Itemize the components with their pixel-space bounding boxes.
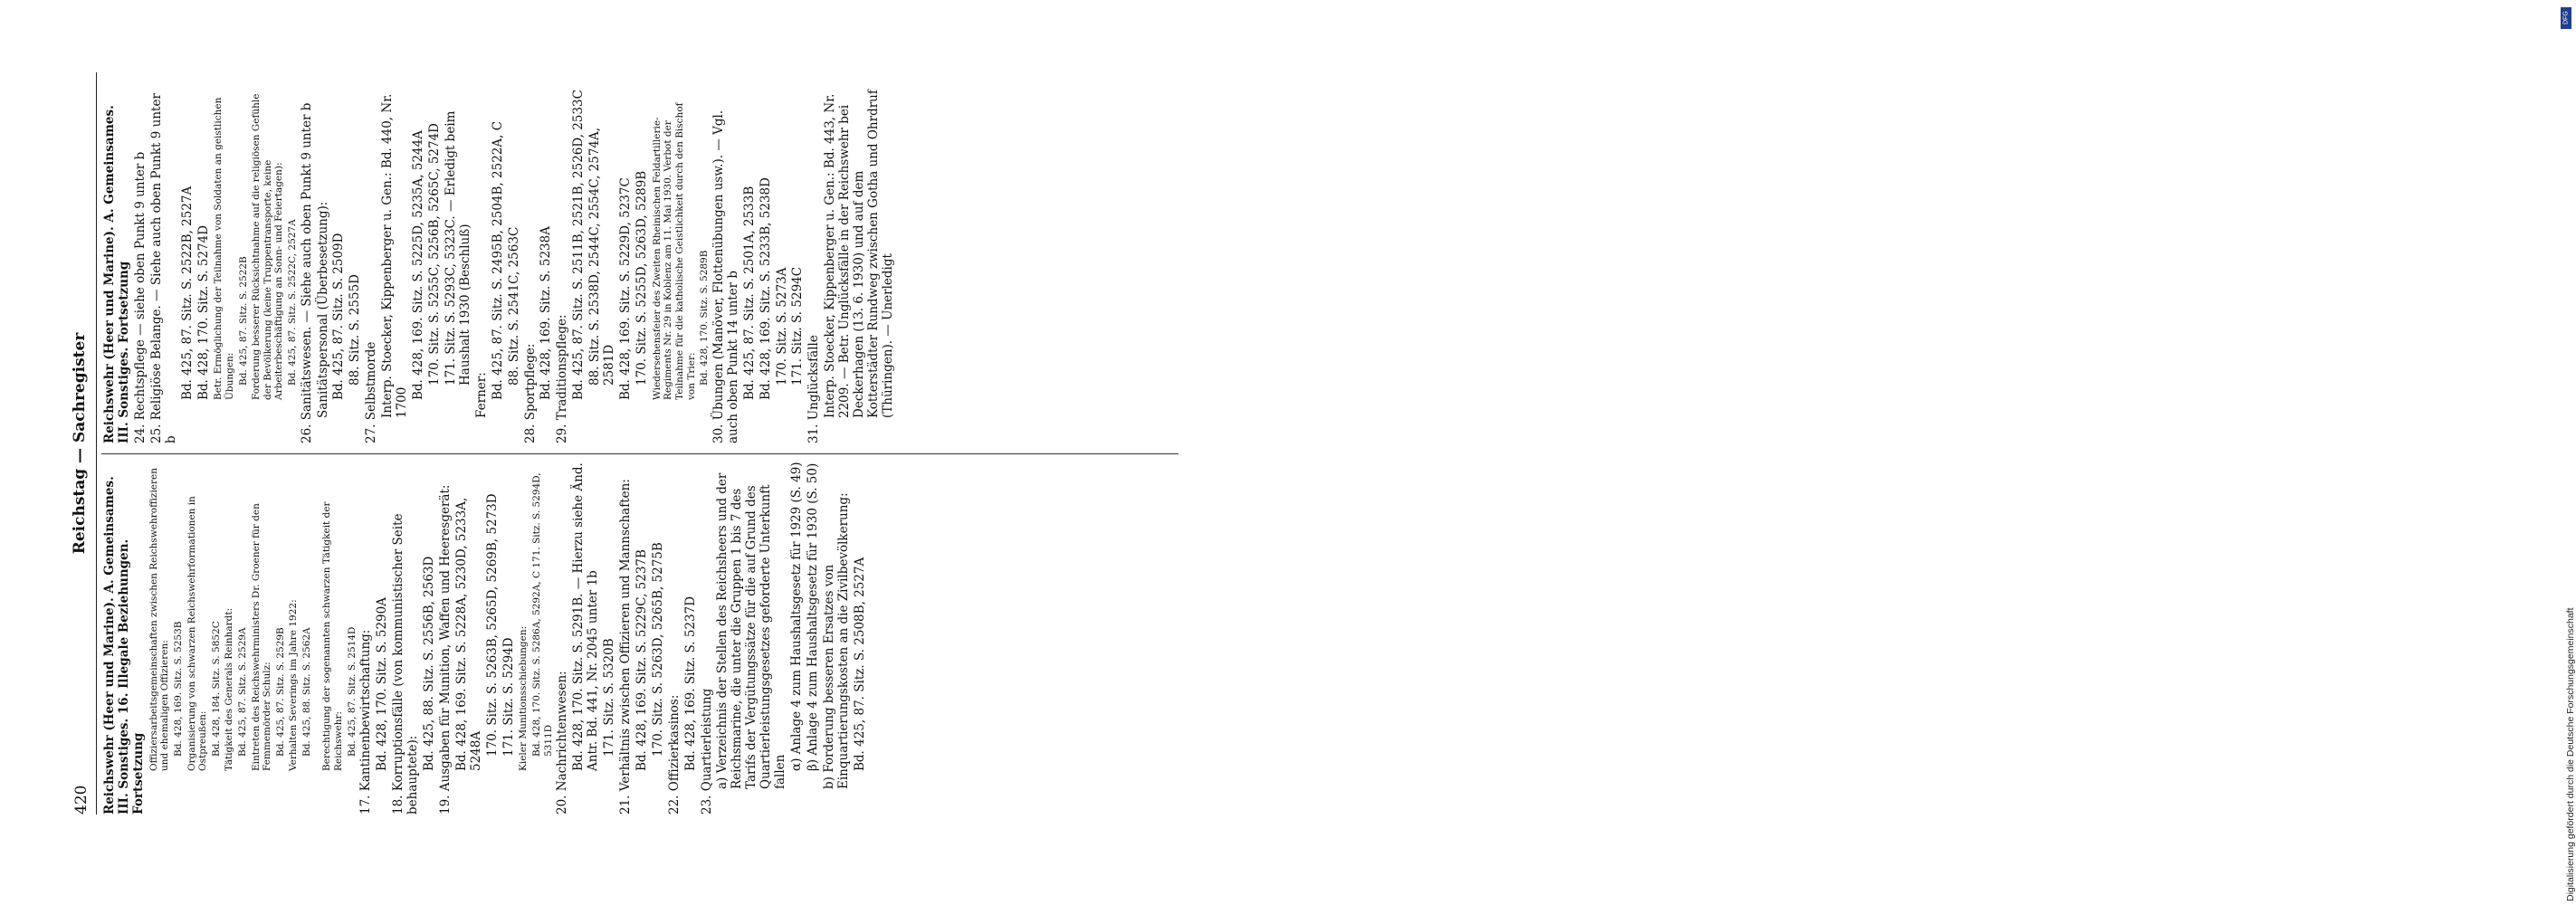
index-entry: Kieler Munitionsschiebungen: xyxy=(518,625,530,771)
index-entry: Bd. 428, 169. Sitz. S. 5225D, 5235A, 5244A xyxy=(411,130,426,400)
index-entry: 171. Sitz. S. 5294C xyxy=(790,266,806,386)
index-entry: Bd. 425, 87. Sitz. S. 2522B xyxy=(237,256,249,386)
index-entry: Sanitätspersonal (Überbesetzung): xyxy=(315,201,330,418)
index-entry: Bd. 425, 87. Sitz. S. 2514D xyxy=(346,626,358,757)
index-entry: 170. Sitz. S. 5255C, 5256B, 5265C, 5274D xyxy=(426,123,442,386)
index-entry: Bd. 428, 169. Sitz. S. 5237D xyxy=(682,595,698,771)
index-entry: Bd. 428, 170. Sitz. S. 5289B xyxy=(699,250,711,386)
left-column xyxy=(103,457,870,814)
index-entry: 25. Religiöse Belange. — Siehe auch oben Punkt 9 unter b xyxy=(148,93,178,443)
spacer xyxy=(314,457,321,814)
index-entry: Bd. 428, 169. Sitz. S. 5229C, 5237B xyxy=(634,549,649,771)
index-entry: Bd. 428, 170. Sitz. S. 5290A xyxy=(375,597,390,771)
index-entry: Tätigkeit des Generals Reinhardt: xyxy=(224,607,235,771)
index-entry: Organisierung von schwarzen Reichswehrformationen in Ostpreußen: xyxy=(186,496,209,771)
index-entry: Bd. 425, 87. Sitz. S. 2508B, 2527A xyxy=(852,557,867,771)
index-entry: 170. Sitz. S. 5273A xyxy=(774,267,789,386)
header-rule xyxy=(96,72,97,814)
column-divider xyxy=(101,453,1178,454)
index-entry: Interp. Stoecker, Kippenberger u. Gen.: Bd. 440, Nr. 1700 xyxy=(380,93,410,418)
index-entry: 171. Sitz. S. 5293C, 5323C. — Erledigt beim Haushalt 1930 (Beschluß) xyxy=(443,110,472,386)
index-entry: Bd. 425, 87. Sitz. S. 2511B, 2521B, 2526D, 2533C xyxy=(571,90,587,400)
index-entry: Bd. 428, 170. Sitz. S. 5291B. — Hierzu siehe Änd. Antr. Bd. 441, Nr. 2045 unter 1b xyxy=(571,462,601,771)
index-entry: Bd. 428, 169. Sitz. S. 5228A, 5230D, 5233A, 5248A xyxy=(453,497,483,771)
index-entry: Bd. 428, 169. Sitz. S. 5233B, 5238D xyxy=(758,177,773,400)
index-entry: Berechtigung der sogenannten schwarzen Tätigkeit der Reichswehr: xyxy=(321,501,345,771)
index-entry: Bd. 425, 87. Sitz. S. 2501A, 2533B xyxy=(741,186,757,400)
index-entry: Betr. Ermöglichung der Teilnahme von Soldaten an geistlichen Übungen: xyxy=(213,97,236,400)
index-entry: 18. Korruptionsfälle (von kommunistischer Seite behauptete): xyxy=(391,513,421,814)
index-entry: 171. Sitz. S. 5294D xyxy=(501,637,516,757)
index-entry: 88. Sitz. S. 2555D xyxy=(348,274,363,386)
index-entry: 19. Ausgaben für Munition, Waffen und Heeresgerät: xyxy=(437,484,453,814)
index-entry: Bd. 428, 170. Sitz. S. 5274D xyxy=(196,224,211,400)
index-entry: Forderung besserer Rücksichtnahme auf die religiösen Gefühle der Bevölkerung (keine Truppentransporte, keine Arbeiterbeschäftigung an Sonn- und Feiertagen): xyxy=(251,93,285,400)
index-entry: Bd. 425, 88. Sitz. S. 2556B, 2563D xyxy=(421,556,436,771)
index-entry: 24. Rechtspflege — siehe oben Punkt 9 unter b xyxy=(132,151,148,443)
index-entry: b) Forderung besseren Ersatzes von Einquartierungskosten an die Zivilbevölkerung: xyxy=(821,492,851,789)
index-entry: Bd. 425, 87. Sitz. S. 2522C, 2527A xyxy=(287,219,299,386)
running-title: Reichstag — Sachregister xyxy=(71,332,89,555)
side-margin xyxy=(1274,0,2576,905)
index-entry: Eintreten des Reichswehrministers Dr. Groener für den Femmemörder Schulz: xyxy=(250,503,273,771)
index-entry: Offiziersarbeitsgemeinschaften zwischen Reichswehroffizieren und ehemaligen Offizieren: xyxy=(148,467,171,771)
index-entry: α) Anlage 4 zum Haushaltsgesetz für 1929 (S. 49) xyxy=(789,462,805,771)
index-entry: Wiedersehensfeier des Zweiten Rheinischen Feldartillerie-Regiments Nr. 29 in Koblenz am 11. Mai 1930. Verbot der Teilnahme für die katholische Geistlichkeit durch den Bischof von Trier: xyxy=(651,102,697,400)
digitization-note: Digitalisierung gefördert durch die Deutsche Forschungsgemeinschaft xyxy=(2565,607,2576,901)
index-entry: a) Verzeichnis der Stellen des Reichsheers und der Reichsmarine, die unter die Gruppen 1 bis 7 des Tarifs der Vergütungssätze für die auf Grund des Quartierleistungsgesetzes geforderte Unterkunft fallen xyxy=(715,472,788,789)
index-entry: 28. Sportpflege: xyxy=(522,343,538,443)
index-entry: 88. Sitz. S. 2538D, 2544C, 2554C, 2574A, 2581D xyxy=(587,127,617,386)
index-entry: 31. Unglücksfälle xyxy=(806,335,822,443)
page-number: 420 xyxy=(72,785,91,814)
index-entry: Verhalten Severings im Jahre 1922: xyxy=(288,599,300,771)
index-entry: 29. Traditionspflege: xyxy=(555,314,570,443)
index-entry: Bd. 428, 169. Sitz. S. 5253B xyxy=(172,621,184,757)
index-entry: 30. Übungen (Manöver, Flottenübungen usw.). — Vgl. auch oben Punkt 14 unter b xyxy=(711,110,740,443)
right-column xyxy=(103,86,898,443)
index-entry: Bd. 428, 169. Sitz. S. 5229D, 5237C xyxy=(618,177,634,400)
index-entry: 170. Sitz. S. 5263B, 5265D, 5269B, 5273D xyxy=(484,493,500,757)
index-entry: 171. Sitz. S. 5320B xyxy=(602,638,617,757)
index-entry: Bd. 428, 169. Sitz. S. 5238A xyxy=(539,226,554,400)
column-heading: Reichswehr (Heer und Marine). A. Gemeinsames. III. Sonstiges. Fortsetzung xyxy=(102,105,131,443)
index-entry: 21. Verhältnis zwischen Offizieren und Mannschaften: xyxy=(617,479,633,814)
column-heading: Reichswehr (Heer und Marine). A. Gemeinsames. III. Sonstiges. 16. Illegale Beziehungen. Fortsetzung xyxy=(102,476,146,814)
index-entry: β) Anlage 4 zum Haushaltsgesetz für 1930 (S. 50) xyxy=(806,462,821,771)
index-entry: 22. Offizierkasinos: xyxy=(666,694,682,814)
page-header xyxy=(71,72,98,814)
index-entry: Interp. Stoecker, Kippenberger u. Gen.: Bd. 443, Nr. 2209. — Betr. Unglücksfälle in der Reichswehr bei Deckerhagen (13. 6. 1930) und auf dem Kotterstädter Rundweg zwischen Gotha und Ohrdruf (Thüringen). — Unerledigt xyxy=(823,90,895,418)
index-entry: Ferner: xyxy=(473,372,489,418)
index-entry: 26. Sanitätswesen. — Siehe auch oben Punkt 9 unter b xyxy=(299,102,314,443)
index-entry: Bd. 425, 87. Sitz. S. 2495B, 2504B, 2522A, C xyxy=(490,120,505,400)
index-entry: 20. Nachrichtenwesen: xyxy=(555,671,570,814)
index-entry: Bd. 425, 88. Sitz. S. 2562A xyxy=(301,627,312,757)
index-entry: Bd. 428, 184. Sitz. S. 5852C xyxy=(210,621,222,757)
dfg-logo: DFG xyxy=(2561,7,2571,29)
index-entry: 170. Sitz. S. 5263D, 5265B, 5275B xyxy=(650,542,665,757)
index-entry: 27. Selbstmorde xyxy=(364,341,379,443)
index-entry: 23. Quartierleistung xyxy=(699,688,714,814)
index-entry: Bd. 425, 87. Sitz. S. 2509D xyxy=(331,233,347,400)
index-entry: Bd. 425, 87. Sitz. S. 2522B, 2527A xyxy=(179,186,195,400)
index-entry: 170. Sitz. S. 5255D, 5263D, 5289B xyxy=(634,170,649,386)
index-entry: Bd. 428, 170. Sitz. S. 5286A, 5292A, C 171. Sitz. S. 5294D, 5311D xyxy=(531,472,554,757)
index-entry: Bd. 425, 87. Sitz. S. 2529A xyxy=(236,627,248,757)
index-entry: 88. Sitz. S. 2541C, 2563C xyxy=(506,226,521,386)
index-entry: Bd. 425, 87. Sitz. S. 2529B xyxy=(274,627,286,757)
index-entry: 17. Kantinenbewirtschaftung: xyxy=(358,629,374,814)
